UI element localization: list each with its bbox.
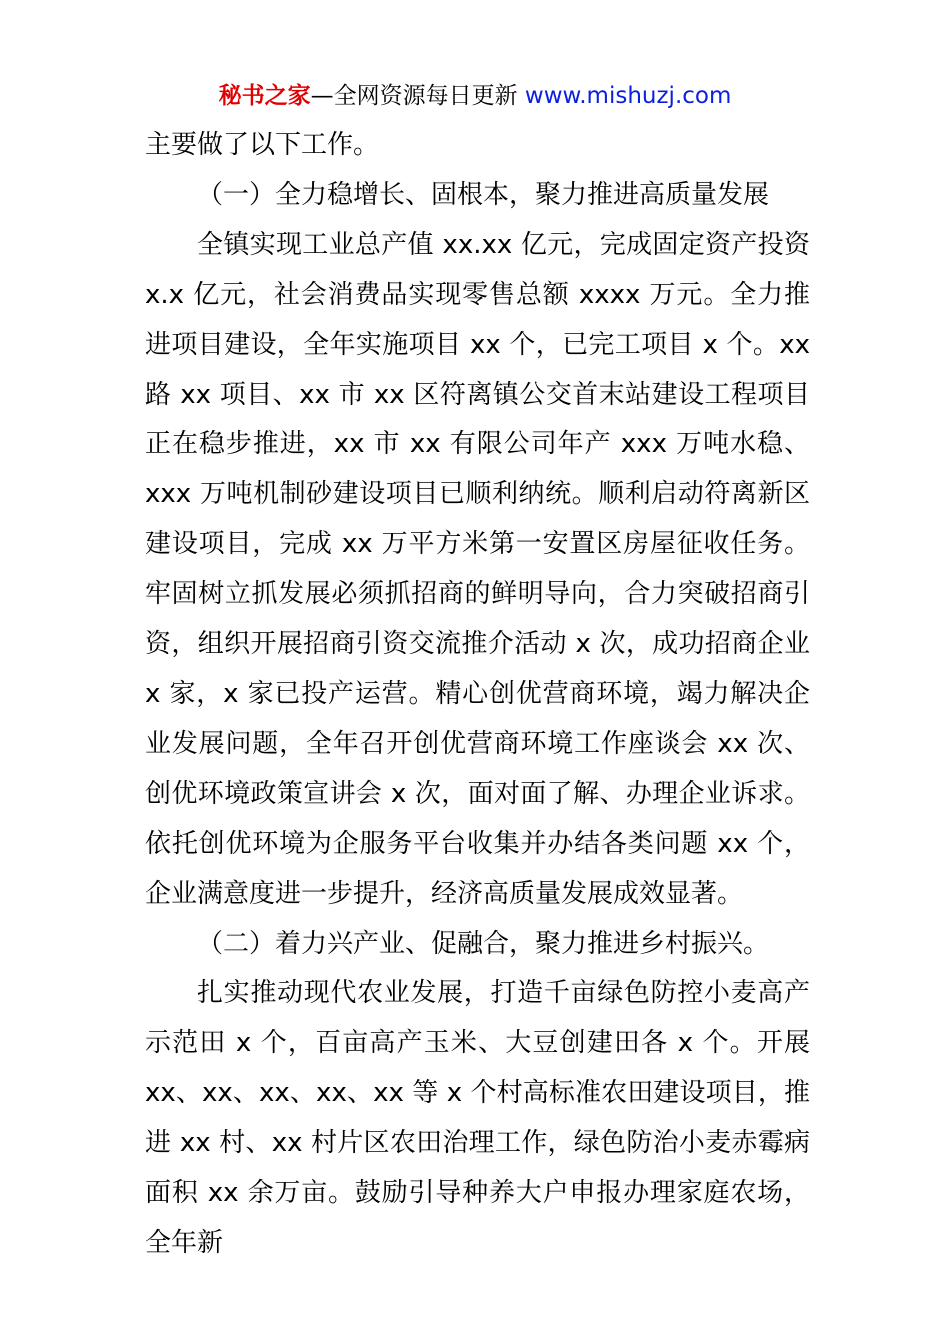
header-brand: 秘书之家: [218, 83, 311, 109]
page-header: [0, 80, 950, 112]
section-heading-2: （二）着力兴产业、促融合，聚力推进乡村振兴。: [197, 928, 770, 959]
section-heading-1: （一）全力稳增长、固根本，聚力推进高质量发展: [197, 179, 770, 210]
paragraph-economy: 全镇实现工业总产值 xx.xx 亿元，完成固定资产投资 x.x 亿元，社会消费品实现零售总额 xxxx 万元。全力推进项目建设，全年实施项目 xx 个，已完工项目 x 个。xx 路 xx 项目、xx 市 xx 区符离镇公交首末站建设工程项目正在稳步推进，xx 市 xx 有限公司年产 xxx 万吨水稳、xxx 万吨机制砂建设项目已顺利纳统。顺利启动符离新区建设项目，完成 xx 万平方米第一安置区房屋征收任务。牢固树立抓发展必须抓招商的鲜明导向，合力突破招商引资，组织开展招商引资交流推介活动 x 次，成功招商企业 x 家，x 家已投产运营。精心创优营商环境，竭力解决企业发展问题，全年召开创优营商环境工作座谈会 xx 次、创优环境政策宣讲会 x 次，面对面了解、办理企业诉求。依托创优环境为企服务平台收集并办结各类问题 xx 个，企业满意度进一步提升，经济高质量发展成效显著。: [145, 229, 810, 909]
header-slogan: —全网资源每日更新: [310, 83, 525, 109]
paragraph-continuation: 主要做了以下工作。: [145, 130, 380, 160]
paragraph-agriculture: 扎实推动现代农业发展，打造千亩绿色防控小麦高产示范田 x 个，百亩高产玉米、大豆创建田各 x 个。开展 xx、xx、xx、xx、xx 等 x 个村高标准农田建设项目，推进 xx 村、xx 村片区农田治理工作，绿色防治小麦赤霉病面积 xx 余万亩。鼓励引导种养大户申报办理家庭农场，全年新: [145, 978, 810, 1258]
document-body: [145, 121, 810, 1269]
header-url-link[interactable]: www.mishuzj.com: [524, 83, 732, 109]
